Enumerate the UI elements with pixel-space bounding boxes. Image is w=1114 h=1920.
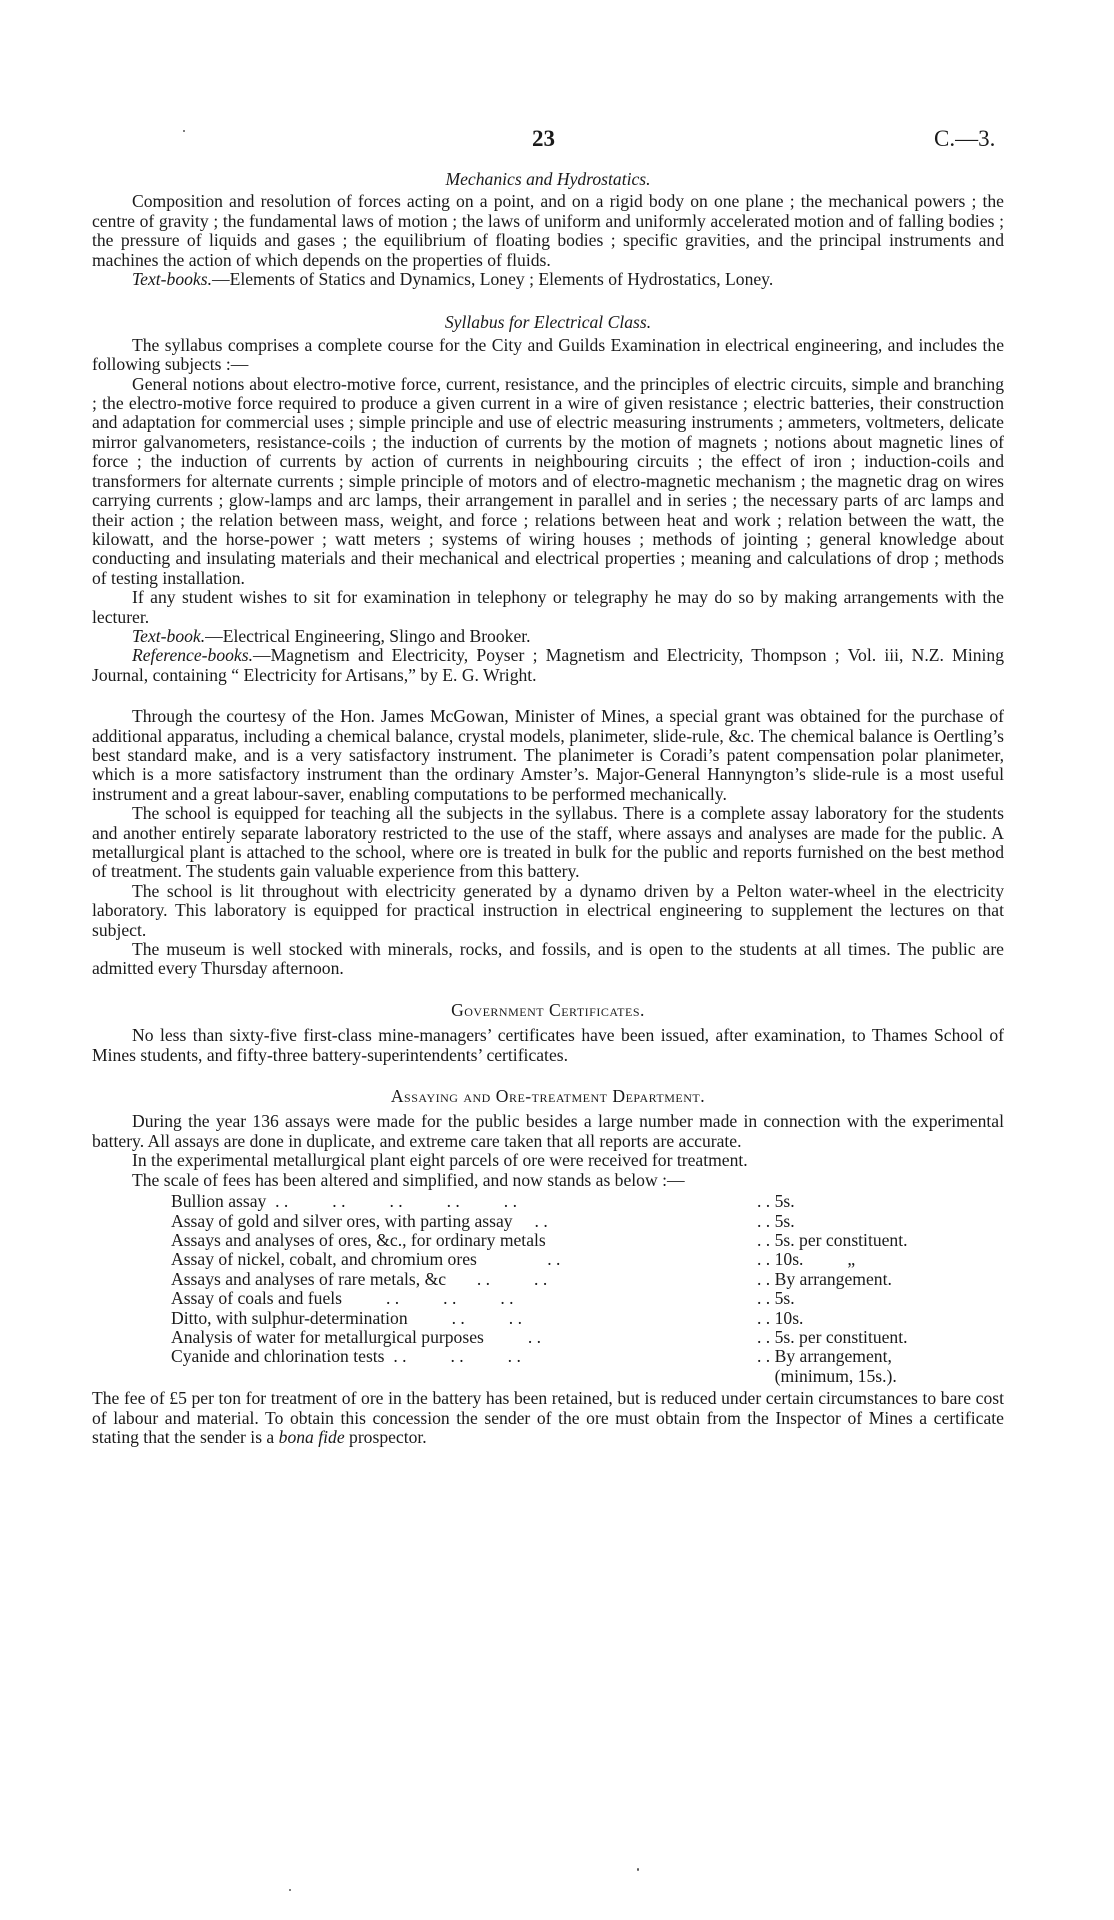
fee-leader: . . xyxy=(757,1307,771,1328)
textbook-title: —Electrical Engineering, Slingo and Brooker. xyxy=(205,625,531,646)
electrical-heading: Syllabus for Electrical Class. xyxy=(444,312,652,333)
fee-row xyxy=(171,1250,931,1269)
fee-item: Assay of gold and silver ores, with parting assay . . xyxy=(171,1211,548,1231)
assaying-closing-paragraph xyxy=(92,1389,1004,1447)
fee-price xyxy=(757,1270,931,1289)
fee-item: Analysis of water for metallurgical purposes . . xyxy=(171,1327,542,1347)
fee-leader: . . xyxy=(757,1229,771,1250)
paper-speck xyxy=(637,1868,639,1871)
fee-leader: . . xyxy=(757,1268,771,1289)
mechanics-textbooks xyxy=(92,270,1004,289)
series-reference: C.—3. xyxy=(934,126,996,151)
fee-leader: . . xyxy=(757,1346,771,1367)
certificates-heading: Government Certificates. xyxy=(451,999,645,1020)
assaying-paragraph-3: The scale of fees has been altered and simplified, and now stands as below :— xyxy=(132,1169,685,1190)
fee-item: Assays and analyses of rare metals, &c . . . . xyxy=(171,1269,548,1289)
closing-italic: bona fide xyxy=(278,1426,345,1447)
textbook-label: Text-book. xyxy=(132,625,206,646)
page-header xyxy=(0,126,1114,156)
paper-speck xyxy=(183,130,185,132)
fee-item: Assays and analyses of ores, &c., for ordinary metals xyxy=(171,1230,546,1250)
school-apparatus-paragraph: Through the courtesy of the Hon. James McGowan, Minister of Mines, a special grant was obtained for the purchase of additional apparatus, including a chemical balance, crystal models, planimeter, slide-rule, &c. The chemical balance is Oertling’s best standard make, and is a very satisfactory instrument. The planimeter is Coradi’s patent compensation polar planimeter, which is a more satisfactory instrument than the ordinary Amster’s. Major-General Hannyngton’s slide-rule is a most useful instrument and a great labour-saver, enabling computations to be performed mechanically. xyxy=(92,706,1004,804)
fee-amount: 10s. „ xyxy=(774,1249,856,1270)
fee-row xyxy=(171,1309,931,1328)
fee-price xyxy=(757,1250,931,1269)
fee-table xyxy=(171,1192,931,1386)
fee-amount: 5s. xyxy=(774,1288,795,1309)
fee-price xyxy=(757,1212,931,1231)
assaying-heading: Assaying and Ore-treatment Department. xyxy=(390,1086,706,1107)
fee-leader: . . xyxy=(757,1210,771,1231)
school-equipment-paragraph: The school is equipped for teaching all the subjects in the syllabus. There is a complete assay laboratory for the students and another entirely separate laboratory restricted to the use of the staff, where assays and analyses are made for the public. A metallurgical plant is attached to the school, where ore is treated in bulk for the public and reports furnished on the best method of treatment. The students gain valuable experience from this battery. xyxy=(92,803,1004,882)
fee-leader: . . xyxy=(757,1191,771,1212)
paper-speck xyxy=(289,1889,291,1891)
page-number: 23 xyxy=(532,126,555,151)
closing-text-a: The fee of £5 per ton for treatment of ore in the battery has been retained, but is reduced under certain circumstances to bare cost of labour and material. To obtain this concession the sender of the ore must obtain from the Inspector of Mines a certificate stating that the sender is a xyxy=(92,1388,1004,1447)
closing-text-b: prospector. xyxy=(344,1426,427,1447)
fee-amount: By arrangement. xyxy=(774,1268,892,1289)
electrical-textbook xyxy=(92,627,1004,646)
mechanics-heading: Mechanics and Hydrostatics. xyxy=(445,169,651,189)
fee-amount: By arrangement, (minimum, 15s.). xyxy=(774,1346,897,1386)
fee-amount: 5s. per constituent. xyxy=(774,1326,908,1347)
fee-amount: 5s. xyxy=(774,1191,795,1212)
reference-list: —Magnetism and Electricity, Poyser ; Magnetism and Electricity, Thompson ; Vol. iii, N.Z. Mining Journal, containing “ Electricity for Artisans,” by E. G. Wright. xyxy=(92,645,1004,685)
certificates-body: No less than sixty-five first-class mine-managers’ certificates have been issued, after examination, to Thames School of Mines students, and fifty-three battery-superintendents’ certificates. xyxy=(92,1025,1004,1065)
fee-amount: 5s. xyxy=(774,1210,795,1231)
fee-price xyxy=(757,1231,931,1250)
electrical-telephony-note: If any student wishes to sit for examination in telephony or telegraphy he may do so by making arrangements with the lecturer. xyxy=(92,587,1004,627)
electrical-subjects: General notions about electro-motive force, current, resistance, and the principles of electric circuits, simple and branching ; the electro-motive force required to produce a given current in a wire of given resistance ; electric batteries, their construction and adaptation for commercial uses ; simple principle and use of electric measuring instruments ; ammeters, voltmeters, delicate mirror galvanometers, resistance-coils ; the induction of currents by the motion of magnets ; notions about magnetic lines of force ; the induction of currents by action of currents in neighbouring circuits ; the effect of iron ; induction-coils and transformers for alternate currents ; simple principle of motors and of electro-magnetic mechanism ; the magnetic drag on wires carrying currents ; glow-lamps and arc lamps, their arrangement in parallel and in series ; the necessary parts of arc lamps and their action ; the relation between mass, weight, and force ; relations between heat and work ; relation between the watt, the kilowatt, and the horse-power ; watt meters ; systems of wiring houses ; methods of jointing ; general knowledge about conducting and insulating materials and their mechanical and electrical properties ; meaning and calculations of drop ; methods of testing installation. xyxy=(92,373,1004,588)
fee-row xyxy=(171,1212,931,1231)
fee-price xyxy=(757,1289,931,1308)
fee-price xyxy=(757,1347,931,1386)
fee-item: Assay of nickel, cobalt, and chromium ores . . xyxy=(171,1250,561,1270)
fee-row xyxy=(171,1270,931,1289)
fee-item: Ditto, with sulphur-determination . . . . xyxy=(171,1308,522,1328)
textbooks-label: Text-books. xyxy=(132,269,212,290)
fee-item: Cyanide and chlorination tests . . . . . . xyxy=(171,1347,521,1367)
page-content xyxy=(92,170,1004,1447)
electrical-intro: The syllabus comprises a complete course for the City and Guilds Examination in electrical engineering, and includes the following subjects :— xyxy=(92,334,1004,375)
fee-row xyxy=(171,1328,931,1347)
school-museum-paragraph: The museum is well stocked with minerals, rocks, and fossils, and is open to the students at all times. The public are admitted every Thursday afternoon. xyxy=(92,939,1004,979)
reference-label: Reference-books. xyxy=(132,645,253,666)
fee-price xyxy=(757,1328,931,1347)
fee-row xyxy=(171,1231,931,1250)
fee-leader: . . xyxy=(757,1249,771,1270)
school-electricity-paragraph: The school is lit throughout with electricity generated by a dynamo driven by a Pelton water-wheel in the electricity laboratory. This laboratory is equipped for practical instruction in electrical engineering to supplement the lectures on that subject. xyxy=(92,880,1004,940)
fee-item: Assay of coals and fuels . . . . . . xyxy=(171,1289,514,1309)
fee-leader: . . xyxy=(757,1288,771,1309)
fee-leader: . . xyxy=(757,1326,771,1347)
electrical-references xyxy=(92,646,1004,685)
assaying-paragraph-1: During the year 136 assays were made for the public besides a large number made in connection with the experimental battery. All assays are done in duplicate, and extreme care taken that all reports are accurate. xyxy=(92,1111,1004,1151)
textbooks-list: —Elements of Statics and Dynamics, Loney ; Elements of Hydrostatics, Loney. xyxy=(211,269,774,290)
fee-row xyxy=(171,1347,931,1386)
mechanics-body: Composition and resolution of forces acting on a point, and on a rigid body on one plane ; the mechanical powers ; the centre of gravity ; the fundamental laws of motion ; the laws of uniform and uniformly accelerated motion and of falling bodies ; the pressure of liquids and gases ; the equilibrium of floating bodies ; specific gravities, and the principal instruments and machines the action of which depends on the properties of fluids. xyxy=(92,191,1004,270)
assaying-paragraph-2: In the experimental metallurgical plant eight parcels of ore were received for treatment. xyxy=(132,1150,748,1171)
fee-price xyxy=(757,1309,931,1328)
fee-row xyxy=(171,1192,931,1211)
fee-row xyxy=(171,1289,931,1308)
fee-price xyxy=(757,1192,931,1211)
fee-amount: 10s. xyxy=(774,1307,804,1328)
fee-amount: 5s. per constituent. xyxy=(774,1229,908,1250)
fee-item: Bullion assay . . . . . . . . . . xyxy=(171,1192,518,1212)
